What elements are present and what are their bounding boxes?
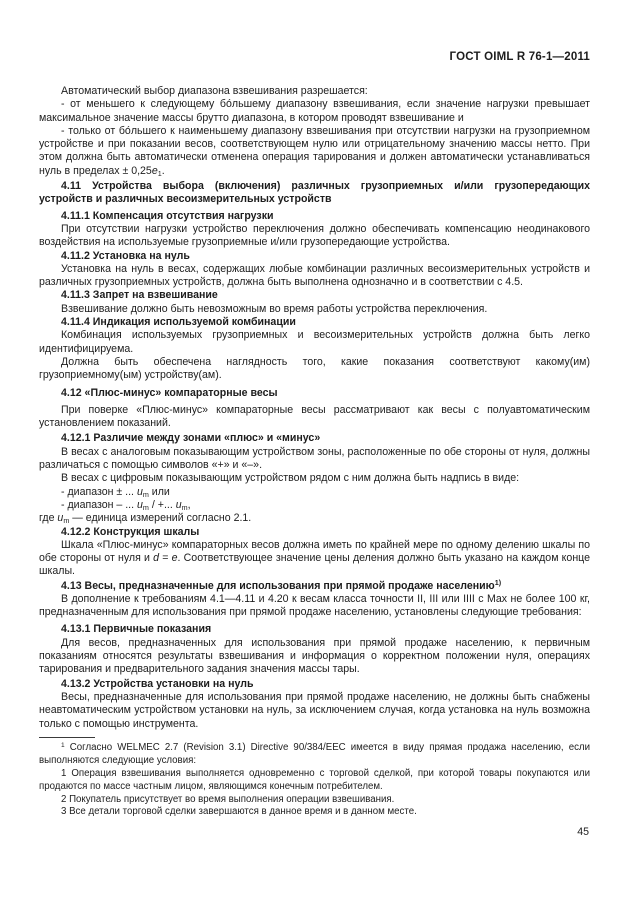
paragraph: - только от бо́льшего к наименьшему диапазону взвешивания при отсутствии нагрузки на грузоприемном устройстве и при показании весов, соответствующем нулю или отрицательному значению массы нетто. При этом должна быть автоматически отменена операция тарирования и должен автоматически устанавливаться нуль в пределах ± $0,25e_1$.	[39, 124, 590, 178]
paragraph: Должна быть обеспечена наглядность того, какие показания соответствуют какому(им) грузоприемному(ым) устройству(ам).	[39, 355, 590, 382]
section-heading: 4.11 Устройства выбора (включения) различных грузоприемных и/или грузопередающих устройств и различных весоизмерительных устройств	[39, 180, 590, 206]
footnote-section	[39, 737, 590, 819]
paragraph: Весы, предназначенные для использования при прямой продаже населению, не должны быть снабжены неавтоматическим устройством установки на нуль, за исключением случая, когда установка на нуль возможна только с помощью инструмента.	[39, 691, 590, 730]
paragraph: Автоматический выбор диапазона взвешивания разрешается:	[61, 85, 368, 97]
subscript-text: 1	[157, 168, 162, 178]
section-heading: 4.12 «Плюс-минус» компараторные весы	[61, 386, 278, 399]
footnote-body	[39, 742, 590, 819]
document-body	[39, 85, 590, 731]
paragraph: В весах с цифровым показывающим устройством рядом с ним должна быть надпись в виде:	[61, 472, 520, 485]
section-heading: 4.13 Весы, предназначенные для использования при прямой продаже населению$^{1)}$	[61, 578, 502, 592]
paragraph: При отсутствии нагрузки устройство переключения должно обеспечивать компенсацию неодинакового воздействия на используемые грузоприемные и/или грузопередающие устройства.	[39, 222, 590, 249]
superscript-text: 1	[61, 742, 65, 749]
section-heading: 4.11.4 Индикация используемой комбинации	[61, 316, 296, 329]
paragraph: В весах с аналоговым показывающим устройством зоны, расположенные по обе стороны от нуля, должны различаться с помощью символов «+» и «–».	[39, 445, 590, 472]
section-heading: 4.13.1 Первичные показания	[61, 622, 212, 635]
paragraph: - от меньшего к следующему бо́льшему диапазону взвешивания, если значение нагрузки превышает максимальное значение массы брутто диапазона, в котором проводят взвешивание и	[39, 98, 590, 124]
paragraph: Шкала «Плюс-минус» компараторных весов должна иметь по крайней мере по одному делению шкалы по обе стороны от нуля и d = e. Соответствующее значение цены деления должно быть указано на каждом конце шкалы.	[39, 538, 591, 578]
formula-line: - диапазон – ... $u_m$ / +... $u_m$,	[61, 498, 191, 512]
footnote-divider	[39, 737, 95, 738]
italic-variable: e	[171, 552, 178, 565]
section-heading: 4.12.2 Конструкция шкалы	[61, 525, 200, 538]
formula-line: - диапазон ± ... $u_m$ или	[61, 485, 170, 499]
section-heading: 4.11.3 Запрет на взвешивание	[61, 289, 218, 302]
footnote-paragraph: $^1$ Согласно WELMEC 2.7 (Revision 3.1) Directive 90/384/EEC имеется в виду прямая продажа населению, если выполняются следующие условия:	[39, 741, 590, 766]
running-header-doc-code: ГОСТ OIML R 76-1—2011	[449, 51, 590, 63]
formula-line: где $u_m$ — единица измерений согласно 2.1.	[39, 512, 252, 526]
subscript-text: m	[63, 516, 70, 526]
italic-variable: u	[137, 498, 143, 511]
subscript-text: m	[142, 502, 149, 512]
italic-variable: u	[136, 485, 143, 498]
section-heading: 4.12.1 Различие между зонами «плюс» и «минус»	[61, 432, 321, 445]
footnote-paragraph: 1 Операция взвешивания выполняется одновременно с торговой сделкой, при которой товары покупаются или продаются по массе частным лицом, являющимся конечным потребителем.	[39, 767, 590, 792]
paragraph: В дополнение к требованиям 4.1—4.11 и 4.20 к весам класса точности II, III или IIII с Мах не более 100 кг, предназначенным для использования при прямой продаже населению, установлены следующие требования:	[39, 592, 590, 619]
italic-variable: e	[151, 164, 158, 177]
page-number: 45	[577, 826, 589, 838]
paragraph: Для весов, предназначенных для использования при прямой продаже населению, к первичным показаниям относятся результаты взвешивания и информация о корректном положении нуля, операциях тарирования и предварительного задания значения массы тары.	[39, 636, 590, 676]
footnote-paragraph: 3 Все детали торговой сделки завершаются в данное время и в данном месте.	[61, 806, 417, 818]
subscript-text: m	[181, 502, 188, 512]
paragraph: Установка на нуль в весах, содержащих любые комбинации различных весоизмерительных устройств и различных грузоприемных устройств, должна быть выполнена однозначно и в соответствии с 4.5.	[39, 262, 590, 289]
section-heading: 4.13.2 Устройства установки на нуль	[61, 677, 254, 690]
italic-variable: u	[175, 498, 182, 511]
subscript-text: m	[142, 489, 149, 499]
superscript-text: 1)	[494, 578, 502, 588]
paragraph: При поверке «Плюс-минус» компараторные весы рассматривают как весы с полуавтоматическим установлением показаний.	[39, 403, 590, 430]
section-heading: 4.11.1 Компенсация отсутствия нагрузки	[61, 209, 274, 222]
italic-variable: u	[57, 512, 64, 525]
paragraph: Комбинация используемых грузоприемных и весоизмерительных устройств должна быть легко идентифицируема.	[39, 329, 590, 355]
italic-variable: d	[153, 552, 160, 565]
section-heading: 4.11.2 Установка на нуль	[61, 249, 190, 262]
paragraph: Взвешивание должно быть невозможным во время работы устройства переключения.	[61, 302, 488, 315]
footnote-paragraph: 2 Покупатель присутствует во время выполнения операции взвешивания.	[61, 793, 395, 805]
